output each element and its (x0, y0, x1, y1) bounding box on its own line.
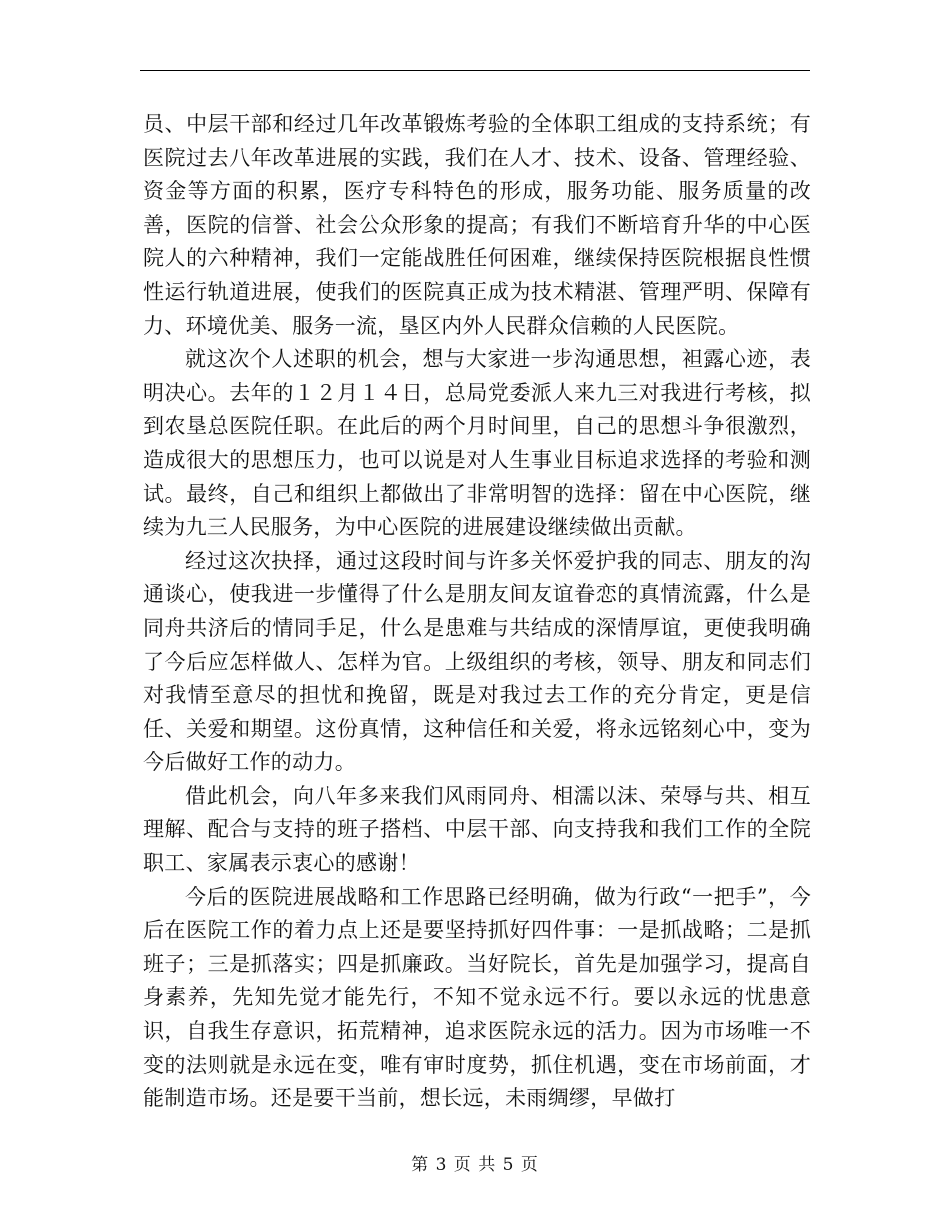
header-rule (140, 70, 810, 71)
paragraph-3: 经过这次抉择，通过这段时间与许多关怀爱护我的同志、朋友的沟通谈心，使我进一步懂得了什么是朋友间友谊眷恋的真情流露，什么是同舟共济后的情同手足，什么是患难与共结成的深情厚谊，更使我明确了今后应怎样做人、怎样为官。上级组织的考核，领导、朋友和同志们对我情至意尽的担忧和挽留，既是对我过去工作的充分肯定，更是信任、关爱和期望。这份真情，这种信任和关爱，将永远铭刻心中，变为今后做好工作的动力。 (143, 548, 811, 775)
page-number-footer: 第 3 页 共 5 页 (411, 1155, 539, 1175)
paragraph-4: 借此机会，向八年多来我们风雨同舟、相濡以沫、荣辱与共、相互理解、配合与支持的班子搭档、中层干部、向支持我和我们工作的全院职工、家属表示衷心的感谢！ (143, 783, 811, 876)
paragraph-1: 员、中层干部和经过几年改革锻炼考验的全体职工组成的支持系统；有医院过去八年改革进展的实践，我们在人才、技术、设备、管理经验、资金等方面的积累，医疗专科特色的形成，服务功能、服务质量的改善，医院的信誉、社会公众形象的提高；有我们不断培育升华的中心医院人的六种精神，我们一定能战胜任何困难，继续保持医院根据良性惯性运行轨道进展，使我们的医院真正成为技术精湛、管理严明、保障有力、环境优美、服务一流，垦区内外人民群众信赖的人民医院。 (143, 112, 811, 338)
body-text (143, 108, 811, 1116)
paragraph-5: 今后的医院进展战略和工作思路已经明确，做为行政“一把手”，今后在医院工作的着力点上还是要坚持抓好四件事：一是抓战略；二是抓班子；三是抓落实；四是抓廉政。当好院长，首先是加强学习，提高自身素养，先知先觉才能先行，不知不觉永远不行。要以永远的忧患意识，自我生存意识，拓荒精神，追求医院永远的活力。因为市场唯一不变的法则就是永远在变，唯有审时度势，抓住机遇，变在市场前面，才能制造市场。还是要干当前，想长远，未雨绸缪，早做打 (143, 884, 811, 1111)
paragraph-2: 就这次个人述职的机会，想与大家进一步沟通思想，袒露心迹，表明决心。去年的１２月１４日，总局党委派人来九三对我进行考核，拟到农垦总医院任职。在此后的两个月时间里，自己的思想斗争很激烈，造成很大的思想压力，也可以说是对人生事业目标追求选择的考验和测试。最终，自己和组织上都做出了非常明智的选择：留在中心医院，继续为九三人民服务，为中心医院的进展建设继续做出贡献。 (143, 347, 811, 540)
